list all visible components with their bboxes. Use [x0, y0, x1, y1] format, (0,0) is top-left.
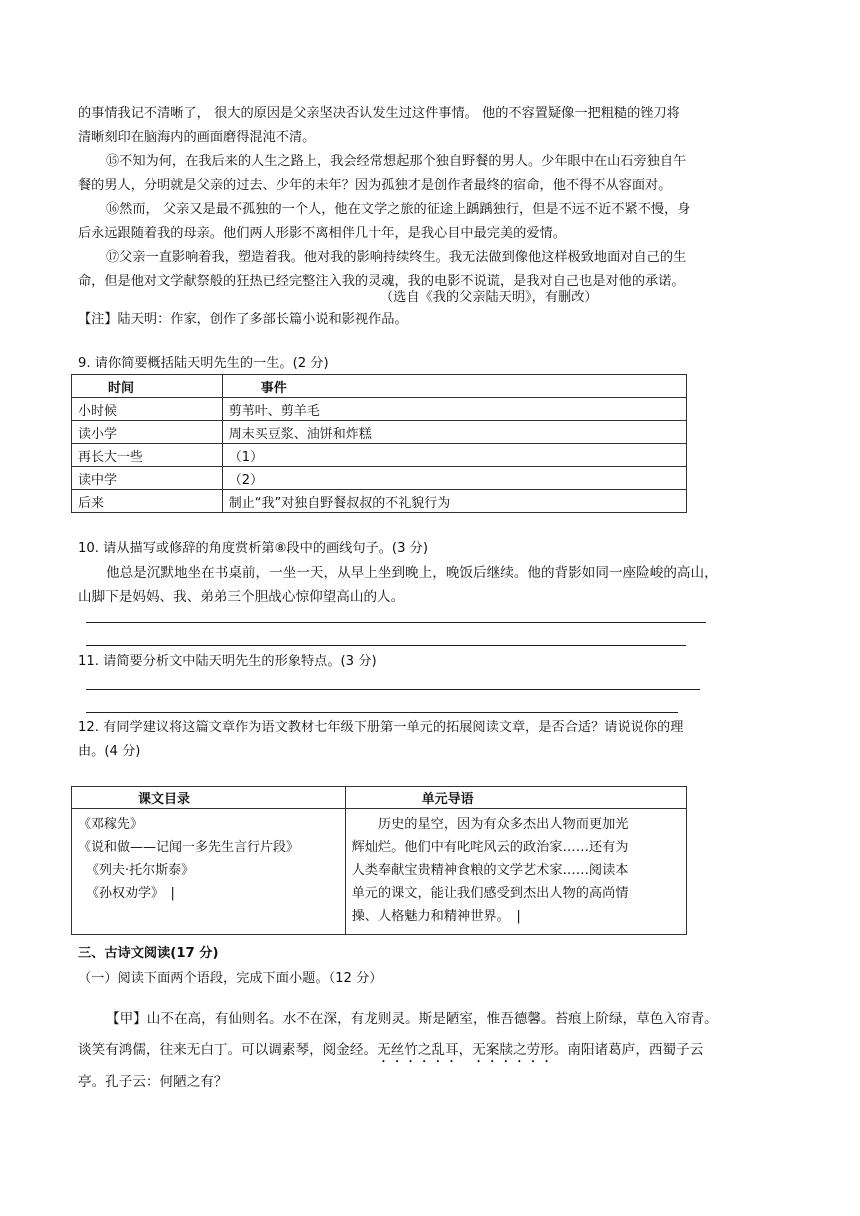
q9-header-event: 事件 [222, 375, 686, 398]
intro-line: 人类奉献宝贵精神食粮的文学艺术家……阅读本 [351, 863, 629, 878]
question-12: 12. 有同学建议将这篇文章作为语文教材七年级下册第一单元的拓展阅读文章，是否合适？请说说你的理 [78, 720, 684, 735]
intro-line: 操、人格魅力和精神世界。 | [351, 909, 521, 924]
paragraph-15: ⑮不知为何，在我后来的人生之路上，我会经常想起那个独自野餐的男人。少年眼中在山石旁独自午 [106, 154, 687, 169]
paragraph-17-cont: 命，但是他对文学献祭般的狂热已经完整注入我的灵魂，我的电影不说谎，是我对自己也是对他的承诺。 [78, 274, 685, 289]
jia-line-1: 【甲】山不在高，有仙则名。水不在深，有龙则灵。斯是陋室，惟吾德馨。苔痕上阶绿，草色入帘青。 [106, 1011, 718, 1027]
jia-line-2 [78, 1038, 703, 1066]
answer-line[interactable] [86, 689, 700, 690]
q12-catalog-cell [72, 809, 346, 935]
q12-header-catalog: 课文目录 [72, 787, 346, 809]
intro-line: 辉灿烂。他们中有叱咤风云的政治家……还有为 [351, 840, 629, 855]
section-3-title: 三、古诗文阅读(17 分) [78, 946, 219, 961]
q10-quote-cont: 山脚下是妈妈、我、弟弟三个胆战心惊仰望高山的人。 [78, 589, 405, 605]
question-9: 9. 请你简要概括陆天明先生的一生。(2 分) [78, 356, 329, 371]
q9-table [71, 374, 687, 513]
intro-line: 单元的课文，能让我们感受到杰出人物的高尚情 [351, 886, 629, 901]
catalog-item: 《邓稼先》 [78, 817, 144, 832]
q9-cell-time: 后来 [72, 490, 223, 513]
q9-cell-event: 剪苇叶、剪羊毛 [222, 398, 686, 421]
q12-table [71, 786, 687, 935]
q9-cell-time: 读中学 [72, 467, 223, 490]
q12-header-intro: 单元导语 [345, 787, 686, 809]
q9-blank-1[interactable]: （1） [222, 444, 686, 467]
paragraph-16-cont: 后永远跟随着我的母亲。他们两人形影不离相伴几十年，是我心目中最完美的爱情。 [78, 226, 566, 241]
passage-line: 的事情我记不清晰了， 很大的原因是父亲坚决否认发生过这件事情。 他的不容置疑像一把粗糙的锉刀将 [78, 106, 680, 121]
paragraph-15-cont: 餐的男人，分明就是父亲的过去、少年的未年？因为孤独才是创作者最终的宿命，他不得不从容面对。 [78, 178, 672, 193]
catalog-item: 《孙权劝学》 | [86, 886, 175, 901]
passage-source: （选自《我的父亲陆天明》，有删改） [380, 290, 598, 305]
section-3-subtitle: （一）阅读下面两个语段，完成下面小题。（12 分） [78, 971, 383, 986]
q9-header-time: 时间 [72, 375, 223, 398]
paragraph-16: ⑯然而， 父亲又是最不孤独的一个人，他在文学之旅的征途上踽踽独行，但是不远不近不紧不慢，身 [106, 202, 691, 217]
answer-line[interactable] [86, 645, 686, 646]
question-12-cont: 由。(4 分) [78, 744, 141, 759]
q9-blank-2[interactable]: （2） [222, 467, 686, 490]
passage-line: 清晰刻印在脑海内的画面磨得混沌不清。 [78, 130, 316, 145]
intro-line: 历史的星空，因为有众多杰出人物而更加光 [351, 817, 629, 832]
jia-text: 。南阳诸葛庐，西蜀子云 [553, 1042, 704, 1058]
jia-text: ， [458, 1042, 473, 1058]
q10-quote: 他总是沉默地坐在书桌前，一坐一天，从早上坐到晚上，晚饭后继续。他的背影如同一座险峻的高山， [106, 565, 718, 581]
answer-line[interactable] [86, 712, 678, 713]
q9-cell-event: 制止“我”对独自野餐叔叔的不礼貌行为 [222, 490, 686, 513]
paragraph-17: ⑰父亲一直影响着我，塑造着我。他对我的影响持续终生。我无法做到像他这样极致地面对自己的生 [106, 250, 687, 265]
jia-line-3: 亭。孔子云：何陋之有？ [78, 1074, 228, 1090]
catalog-item: 《列夫·托尔斯泰》 [86, 863, 195, 878]
q9-cell-time: 再长大一些 [72, 444, 223, 467]
catalog-item: 《说和做——记闻一多先生言行片段》 [78, 840, 300, 855]
dotted-phrase: 无丝竹之乱耳 [377, 1042, 459, 1058]
q9-cell-time: 读小学 [72, 421, 223, 444]
passage-note: 【注】陆天明：作家，创作了多部长篇小说和影视作品。 [78, 312, 408, 327]
question-11: 11. 请简要分析文中陆天明先生的形象特点。(3 分) [78, 654, 377, 669]
q12-intro-cell [345, 809, 686, 935]
dotted-phrase: 无案牍之劳形 [472, 1042, 554, 1058]
jia-text: 谈笑有鸿儒，往来无白丁。可以调素琴，阅金经。 [78, 1042, 378, 1058]
answer-line[interactable] [86, 622, 706, 623]
q9-cell-event: 周末买豆浆、油饼和炸糕 [222, 421, 686, 444]
question-10: 10. 请从描写或修辞的角度赏析第⑧段中的画线句子。(3 分) [78, 541, 428, 556]
q9-cell-time: 小时候 [72, 398, 223, 421]
